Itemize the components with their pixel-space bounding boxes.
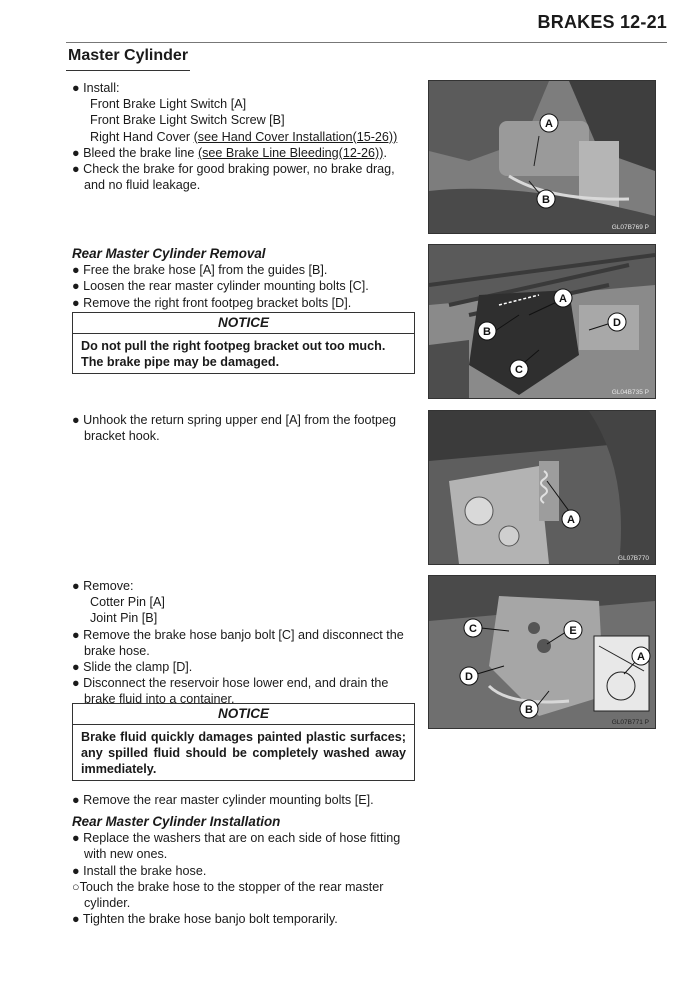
notice-heading: NOTICE <box>73 704 414 725</box>
photo-code: GL07B771 P <box>611 719 649 726</box>
bullet: ● <box>72 162 80 177</box>
install-block <box>72 80 417 193</box>
installation-block <box>72 814 417 927</box>
section-title: Master Cylinder <box>68 47 189 64</box>
bullet: ● <box>72 579 80 593</box>
remove-item: Joint Pin [B] <box>90 611 158 626</box>
installation-step: ● Replace the washers that are on each side of hose fitting with new ones. <box>72 831 401 862</box>
photo-callout: B <box>483 326 491 338</box>
remove-item: Cotter Pin [A] <box>90 595 165 610</box>
remove-step: ● Remove: <box>72 579 134 593</box>
photo-callout: B <box>542 194 550 206</box>
photo-return-spring <box>428 410 656 565</box>
bullet: ● <box>72 676 80 691</box>
header-rule <box>66 42 667 43</box>
bullet: ● <box>72 263 80 278</box>
bullet: ● <box>72 279 80 294</box>
final-removal-block <box>72 792 417 808</box>
installation-step: ● Install the brake hose. <box>72 863 207 878</box>
install-item: Front Brake Light Switch [A] <box>90 97 247 112</box>
remove-step: ● Slide the clamp [D]. <box>72 660 193 675</box>
removal-title: Rear Master Cylinder Removal <box>72 246 266 261</box>
bullet: ● <box>72 793 80 807</box>
page-header: BRAKES 12-21 <box>537 12 667 32</box>
installation-title: Rear Master Cylinder Installation <box>72 814 281 829</box>
remove-step: ● Disconnect the reservoir hose lower end, and drain the brake fluid into a container. <box>72 676 389 707</box>
photo-footpeg-bracket-image <box>429 245 655 398</box>
bullet: ● <box>72 863 80 878</box>
photo-return-spring-image <box>429 411 655 564</box>
bleed-step: ● Bleed the brake line (see Brake Line Bleeding(12-26)). <box>72 145 387 160</box>
notice-text: Do not pull the right footpeg bracket out too much. The brake pipe may be damaged. <box>81 339 386 369</box>
photo-master-cylinder-image <box>429 576 655 728</box>
bullet: ● <box>72 912 80 927</box>
photo-front-brake-switch <box>428 80 656 234</box>
photo-callout: A <box>559 293 567 305</box>
photo-callout: A <box>545 118 553 130</box>
notice-text: Brake fluid quickly damages painted plastic surfaces; any spilled fluid should be completely washed away immediately. <box>81 730 406 776</box>
photo-master-cylinder <box>428 575 656 729</box>
open-bullet: ○ <box>72 879 80 894</box>
unhook-step: ● Unhook the return spring upper end [A] from the footpeg bracket hook. <box>72 413 397 444</box>
photo-callout: D <box>613 317 621 329</box>
photo-code: GL07B770 <box>617 555 649 562</box>
removal-step: ● Remove the right front footpeg bracket bolts [D]. <box>72 295 352 310</box>
bullet: ● <box>72 295 80 310</box>
photo-callout: C <box>515 364 523 376</box>
bullet: ● <box>72 145 80 160</box>
installation-step: ● Tighten the brake hose banjo bolt temporarily. <box>72 912 338 927</box>
bullet: ● <box>72 81 80 95</box>
removal-step: ● Free the brake hose [A] from the guides [B]. <box>72 263 328 278</box>
hand-cover-link[interactable]: (see Hand Cover Installation(15-26)) <box>193 129 398 144</box>
install-step: ● Install: <box>72 81 120 95</box>
bullet: ● <box>72 627 80 642</box>
removal-step: ● Remove the rear master cylinder mounting bolts [E]. <box>72 793 374 807</box>
photo-code: GL07B769 P <box>611 224 649 231</box>
check-step: ● Check the brake for good braking power, no brake drag, and no fluid leakage. <box>72 162 395 193</box>
photo-footpeg-bracket <box>428 244 656 399</box>
bullet: ● <box>72 660 80 675</box>
install-item: Right Hand Cover (see Hand Cover Installation(15-26)) <box>90 129 398 144</box>
unhook-block <box>72 412 417 444</box>
removal-step: ● Loosen the rear master cylinder mounting bolts [C]. <box>72 279 369 294</box>
photo-callout: D <box>465 671 473 683</box>
bullet: ● <box>72 413 80 427</box>
photo-front-brake-switch-image <box>429 81 655 233</box>
brake-bleeding-link[interactable]: (see Brake Line Bleeding(12-26)) <box>197 145 384 160</box>
remove-block <box>72 578 417 708</box>
notice-heading: NOTICE <box>73 313 414 334</box>
removal-block <box>72 246 417 311</box>
photo-callout: A <box>567 514 575 526</box>
installation-substep: ○Touch the brake hose to the stopper of the rear master cylinder. <box>72 879 384 911</box>
photo-callout: E <box>569 625 577 637</box>
title-rule <box>66 70 190 71</box>
photo-callout: C <box>469 623 477 635</box>
photo-callout: B <box>525 704 533 716</box>
install-item: Front Brake Light Switch Screw [B] <box>90 113 285 128</box>
notice-box <box>72 703 415 781</box>
photo-callout: A <box>637 651 645 663</box>
notice-box <box>72 312 415 374</box>
photo-code: GL04B735 P <box>611 389 649 396</box>
bullet: ● <box>72 831 80 846</box>
remove-step: ● Remove the brake hose banjo bolt [C] and disconnect the brake hose. <box>72 627 404 658</box>
